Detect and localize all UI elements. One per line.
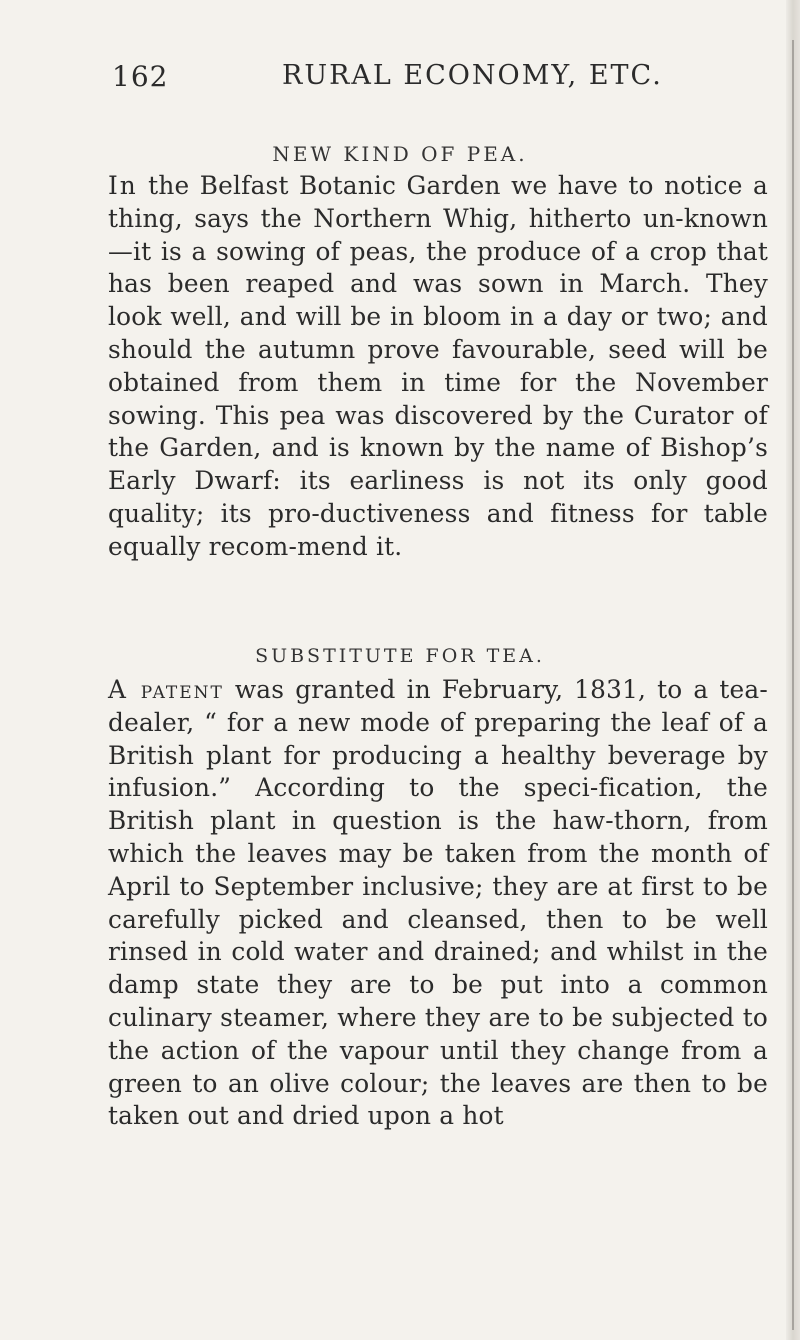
running-title: RURAL ECONOMY, ETC. bbox=[282, 60, 663, 91]
section-title-tea: SUBSTITUTE FOR TEA. bbox=[255, 645, 545, 667]
paragraph-tea bbox=[108, 674, 768, 1133]
paragraph-body-text: was granted in February, 1831, to a tea-dealer, “ for a new mode of preparing the leaf of a British plant for producing a healthy beverage by infusion.” According to the speci-fication, the British plant in question is the haw-thorn, from which the leaves may be taken from the month of April to September inclusive; they are at first to be carefully picked and cleansed, then to be well rinsed in cold water and drained; and whilst in the damp state they are to be put into a common culinary steamer, where they are to be subjected to the action of the vapour until they change from a green to an olive colour; the leaves are then to be taken out and dried upon a hot bbox=[108, 675, 768, 1131]
page-edge-line bbox=[792, 40, 794, 1330]
page-edge bbox=[786, 0, 800, 1340]
section-title-pea: NEW KIND OF PEA. bbox=[272, 142, 528, 166]
page-number: 162 bbox=[112, 60, 169, 93]
paragraph-body-text: the Belfast Botanic Garden we have to notice a thing, says the Northern Whig, hitherto un-known—it is a sowing of peas, the produce of a crop that has been reaped and was sown in March. They look well, and will be in bloom in a day or two; and should the autumn prove favourable, seed will be obtained from them in time for the November sowing. This pea was discovered by the Curator of the Garden, and is known by the name of Bishop’s Early Dwarf: its earliness is not its only good quality; its pro-ductiveness and fitness for table equally recom-mend it. bbox=[108, 171, 768, 561]
paragraph-pea bbox=[108, 170, 768, 564]
page-header bbox=[112, 60, 672, 100]
paragraph-lead-word: A patent bbox=[108, 675, 224, 704]
paragraph-lead-word: In bbox=[108, 171, 138, 200]
